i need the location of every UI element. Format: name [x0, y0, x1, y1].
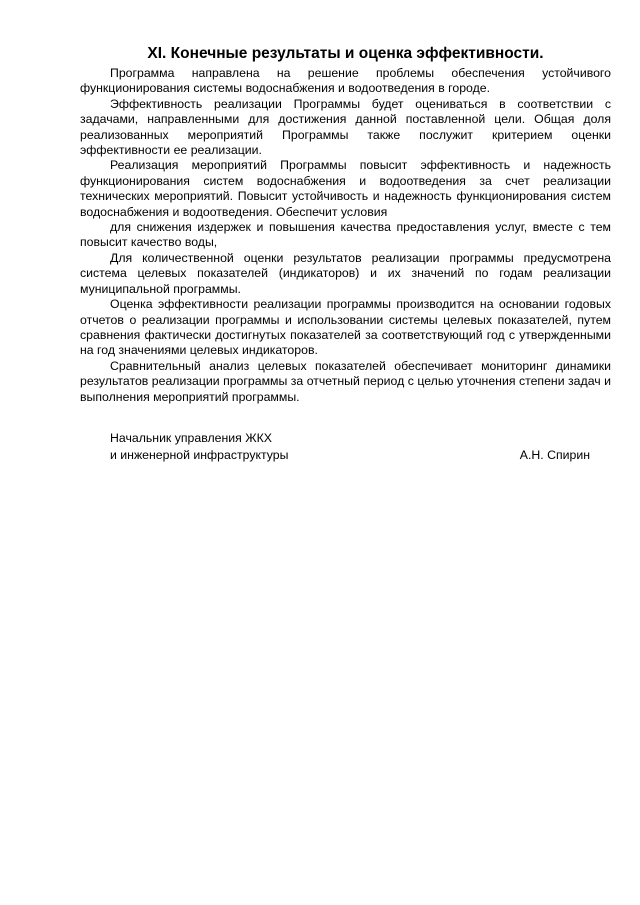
paragraph-1: Программа направлена на решение проблемы обеспечения устойчивого функционирования системы водоснабжения и водоотведения в городе. — [80, 66, 611, 96]
paragraph-6: Оценка эффективности реализации программы производится на основании годовых отчетов о реализации программы и использовании системы целевых показателей, путем сравнения фактически достигнутых показателей за соответствующий год с утвержденными на год значениями целевых индикаторов. — [80, 297, 611, 358]
signer-position-line2: и инженерной инфраструктуры — [110, 448, 289, 462]
paragraph-7: Сравнительный анализ целевых показателей обеспечивает мониторинг динамики результатов реализации программы за отчетный период с целью уточнения степени задач и выполнения мероприятий программы. — [80, 358, 611, 404]
document-body — [80, 44, 611, 405]
signature-block — [110, 430, 590, 464]
paragraph-2: Эффективность реализации Программы будет оцениваться в соответствии с задачами, направленными для достижения данной поставленной цели. Общая доля реализованных мероприятий Программы также послужит критерием оценки эффективности ее реализации. — [80, 96, 611, 158]
paragraph-3: Реализация мероприятий Программы повысит эффективность и надежность функционирования систем водоснабжения и водоотведения за счет реализации технических мероприятий. Повысит устойчивость и надежность функционирования систем водоснабжения и водоотведения. Обеспечит условия — [80, 158, 611, 219]
section-title: XI. Конечные результаты и оценка эффективности. — [147, 45, 544, 62]
paragraph-4: для снижения издержек и повышения качества предоставления услуг, вместе с тем повысит качество воды, — [80, 220, 611, 250]
signer-name: А.Н. Спирин — [519, 448, 590, 462]
signer-position-line1: Начальник управления ЖКХ — [110, 431, 272, 445]
signature-row — [110, 447, 590, 464]
paragraph-5: Для количественной оценки результатов реализации программы предусмотрена система целевых показателей (индикаторов) и их значений по годам реализации муниципальной программы. — [80, 250, 611, 296]
